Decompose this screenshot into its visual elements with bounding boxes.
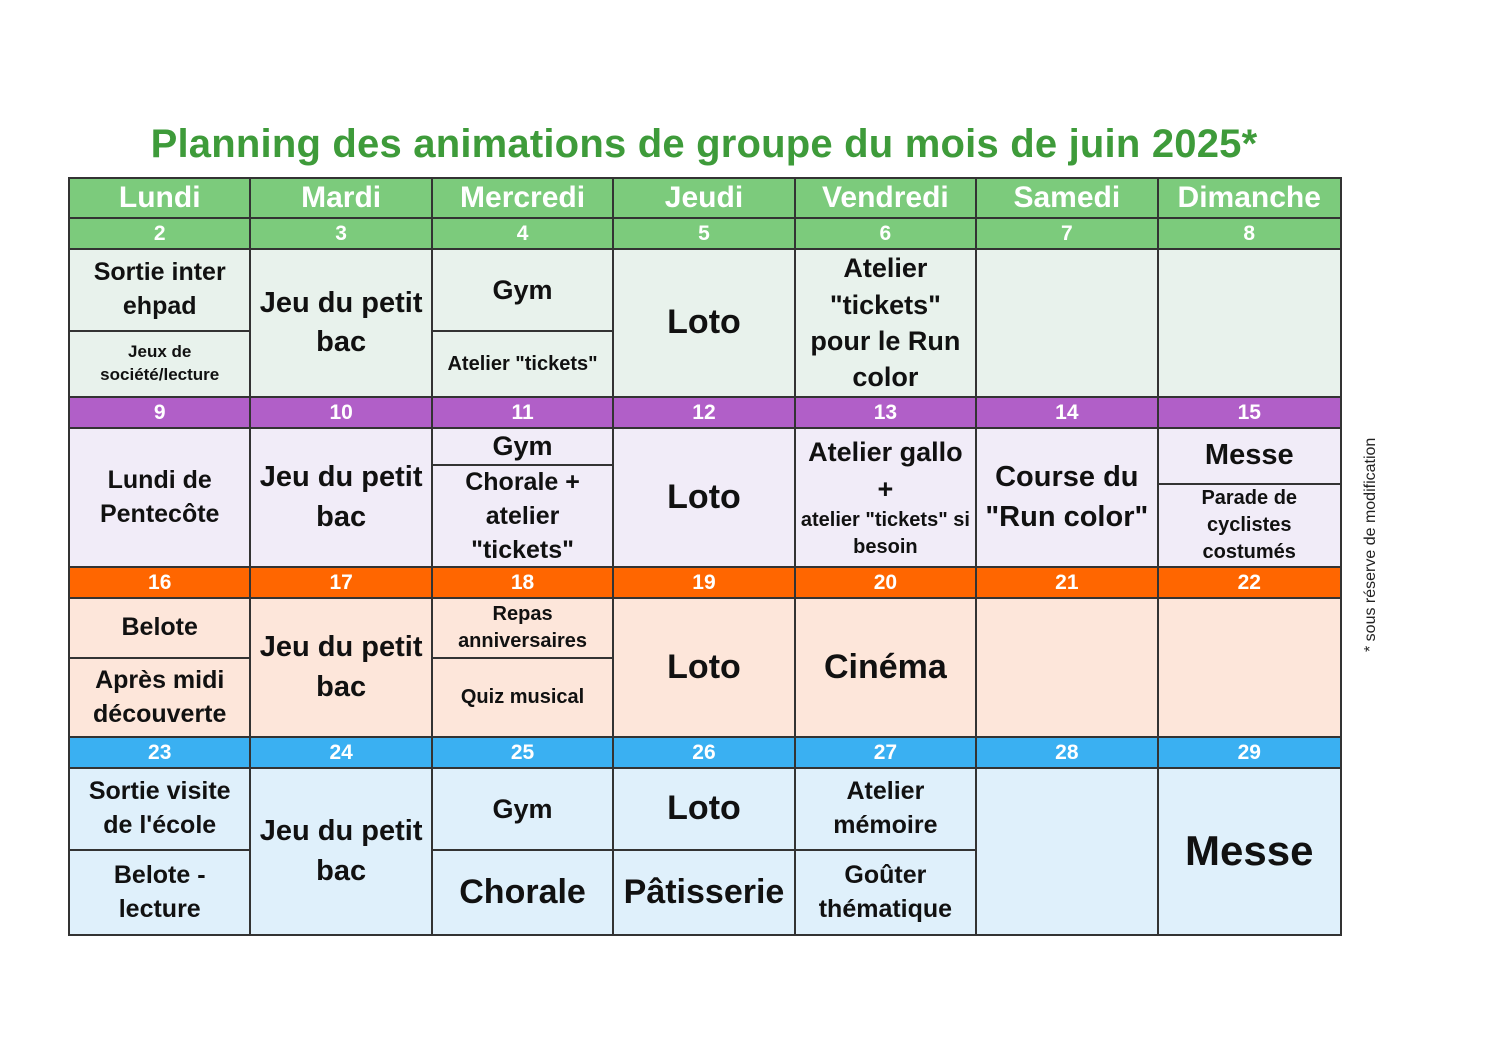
activity-label: Après midi découverte: [93, 665, 227, 728]
day-header-vendredi: Vendredi: [796, 179, 977, 219]
date-cell: 25: [433, 738, 614, 769]
calendar-grid: [68, 177, 1342, 936]
day-header-mardi: Mardi: [251, 179, 432, 219]
activity-cell: Jeu du petit bac: [251, 250, 432, 398]
activity-label: Repas anniversaires: [433, 599, 612, 659]
activity-label: Pâtisserie: [623, 872, 785, 911]
activity-cell: Course du "Run color": [977, 429, 1158, 568]
activity-cell: Messe: [1159, 769, 1340, 934]
activity-label: Gym: [433, 250, 612, 332]
day-header-samedi: Samedi: [977, 179, 1158, 219]
activity-cell: Jeu du petit bac: [251, 769, 432, 934]
date-cell: 20: [796, 568, 977, 599]
day-header-dimanche: Dimanche: [1159, 179, 1340, 219]
activity-label: Chorale + atelier "tickets": [465, 468, 580, 564]
activity-label: Parade de cyclistes costumés: [1201, 487, 1298, 563]
activity-cell: Loto: [614, 599, 795, 738]
date-cell: 14: [977, 398, 1158, 429]
activity-label: Sortie inter ehpad: [70, 250, 249, 332]
day-header-mercredi: Mercredi: [433, 179, 614, 219]
empty-cell: [977, 599, 1158, 738]
activity-label: Atelier gallo +: [808, 437, 963, 504]
activity-cell: [70, 769, 251, 934]
date-cell: 7: [977, 219, 1158, 250]
activity-label: Sortie visite de l'école: [70, 769, 249, 851]
activity-label: Belote: [70, 599, 249, 659]
activity-label: Jeux de société/lecture: [100, 342, 220, 384]
activity-cell: Cinéma: [796, 599, 977, 738]
date-cell: 11: [433, 398, 614, 429]
date-cell: 12: [614, 398, 795, 429]
activity-cell: Loto: [614, 429, 795, 568]
day-header-jeudi: Jeudi: [614, 179, 795, 219]
activity-cell: [796, 769, 977, 934]
activity-label: Gym: [433, 769, 612, 851]
date-cell: 17: [251, 568, 432, 599]
activity-cell: Loto: [614, 250, 795, 398]
modification-note: * sous réserve de modification: [1362, 437, 1379, 652]
activity-cell: [433, 250, 614, 398]
activity-label: Loto: [614, 769, 793, 851]
date-cell: 4: [433, 219, 614, 250]
date-cell: 27: [796, 738, 977, 769]
date-cell: 15: [1159, 398, 1340, 429]
activity-cell: [1159, 429, 1340, 568]
activity-cell: [433, 769, 614, 934]
date-cell: 6: [796, 219, 977, 250]
activity-cell: Lundi de Pentecôte: [70, 429, 251, 568]
activity-label: atelier "tickets" si besoin: [800, 508, 970, 558]
date-cell: 8: [1159, 219, 1340, 250]
activity-cell: [70, 250, 251, 398]
empty-cell: [977, 769, 1158, 934]
date-cell: 28: [977, 738, 1158, 769]
activity-label: Messe: [1159, 429, 1340, 485]
date-cell: 5: [614, 219, 795, 250]
activity-label: Belote - lecture: [113, 860, 206, 923]
date-cell: 23: [70, 738, 251, 769]
page-title: Planning des animations de groupe du mois de juin 2025*: [150, 122, 1258, 166]
activity-label: Atelier "tickets": [447, 352, 598, 375]
activity-cell: [433, 599, 614, 738]
date-cell: 21: [977, 568, 1158, 599]
date-cell: 3: [251, 219, 432, 250]
empty-cell: [1159, 250, 1340, 398]
date-cell: 2: [70, 219, 251, 250]
activity-cell: Jeu du petit bac: [251, 429, 432, 568]
date-cell: 26: [614, 738, 795, 769]
date-cell: 18: [433, 568, 614, 599]
activity-cell: Jeu du petit bac: [251, 599, 432, 738]
empty-cell: [977, 250, 1158, 398]
empty-cell: [1159, 599, 1340, 738]
activity-cell: [614, 769, 795, 934]
date-cell: 29: [1159, 738, 1340, 769]
activity-label: Atelier mémoire: [796, 769, 975, 851]
activity-label: Gym: [433, 429, 612, 466]
activity-label: Goûter thématique: [818, 860, 953, 923]
day-header-lundi: Lundi: [70, 179, 251, 219]
activity-label: Chorale: [459, 872, 586, 911]
date-cell: 16: [70, 568, 251, 599]
date-cell: 9: [70, 398, 251, 429]
activity-cell: [796, 429, 977, 568]
date-cell: 22: [1159, 568, 1340, 599]
activity-cell: [433, 429, 614, 568]
date-cell: 19: [614, 568, 795, 599]
date-cell: 13: [796, 398, 977, 429]
activity-cell: Atelier "tickets" pour le Run color: [796, 250, 977, 398]
activity-label: Quiz musical: [460, 686, 585, 708]
date-cell: 10: [251, 398, 432, 429]
activity-cell: [70, 599, 251, 738]
date-cell: 24: [251, 738, 432, 769]
